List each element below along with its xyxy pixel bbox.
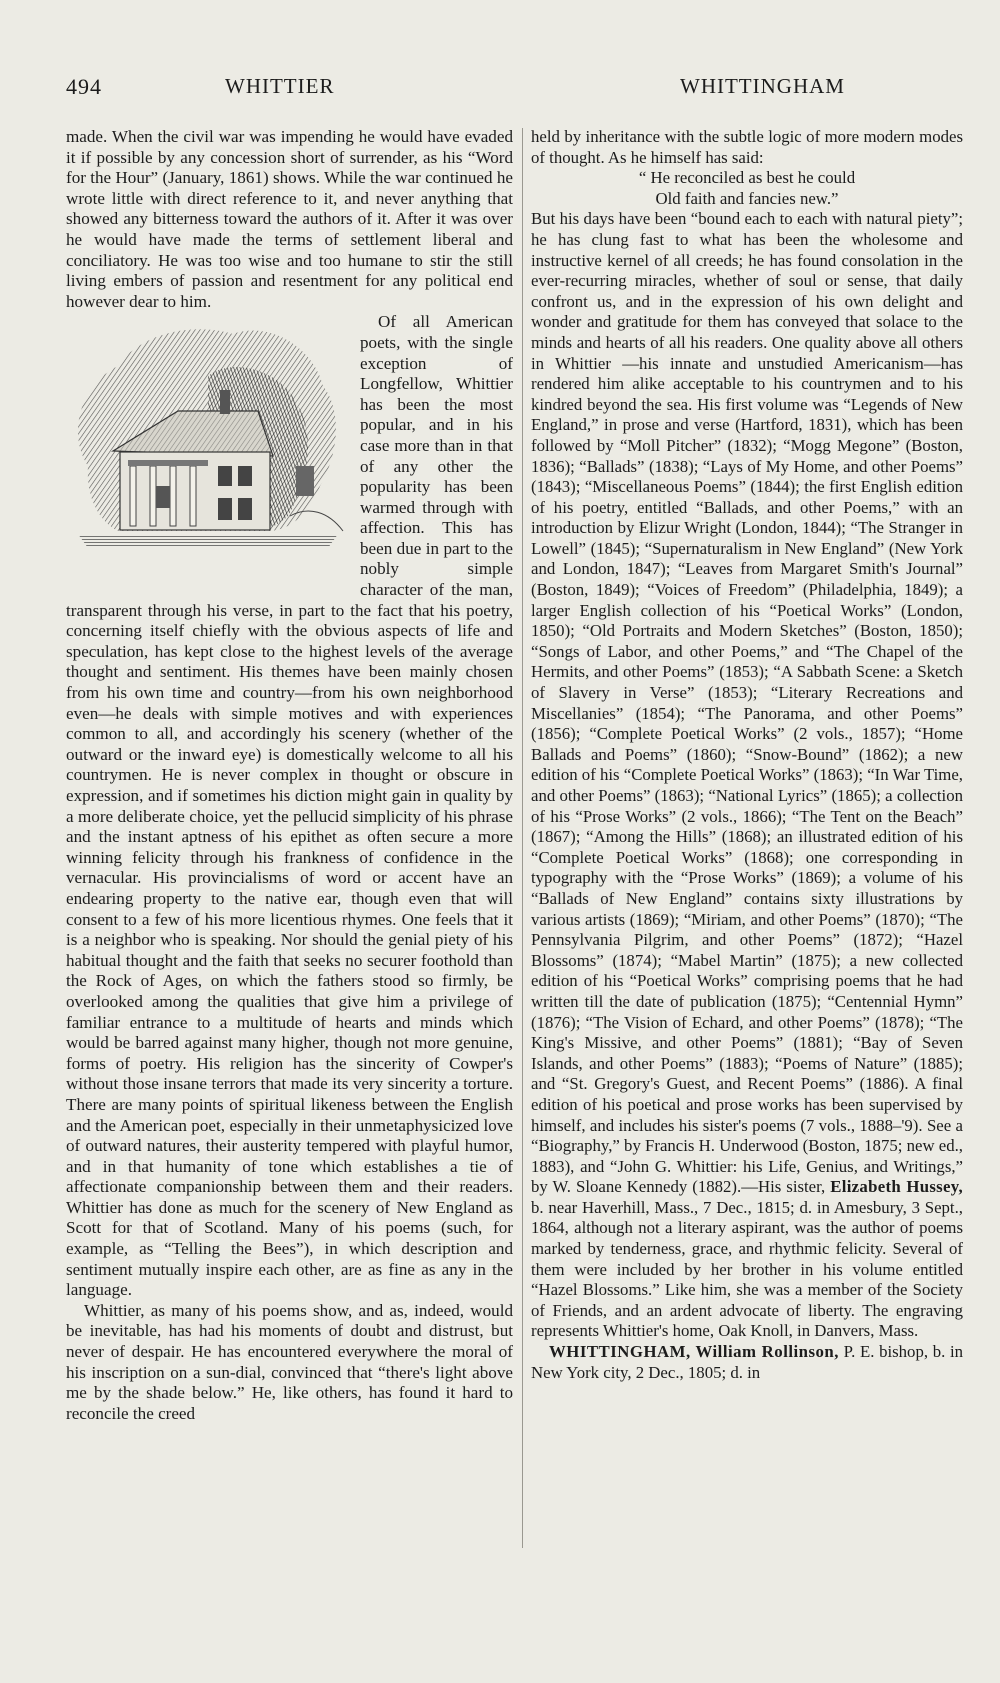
paragraph-inheritance: held by inheritance with the subtle logic of more modern modes of thought. As he himself has said: <box>531 127 963 167</box>
left-running-title: WHITTIER <box>225 74 335 98</box>
running-header <box>0 74 1000 108</box>
paragraph-doubt: Whittier, as many of his poems show, and as, indeed, would be inevitable, has had his moments of doubt and distrust, but never of despair. He has encountered everywhere the moral of his inscription on a sun-dial, convinced that “there's light above me by the shade below.” He, like others, has found it hard to reconcile the creed <box>66 1300 513 1423</box>
entry-headword: WHITTINGHAM, William Rollinson, <box>549 1342 839 1362</box>
house-engraving-image <box>66 316 348 578</box>
paragraph-works <box>531 209 963 1342</box>
paragraph-popularity: Of all American poets, with the single exception of Longfellow, Whittier has been the most popular, and in his case more than in that of any other the popularity has been warmed through with affection. This has been due in part to the nobly simple character of the man, transparent through his verse, in part to the fact that his poetry, concerning itself chiefly with the obvious aspects of life and speculation, has kept close to the highest levels of the average thought and sentiment. His themes have been mainly chosen from his own time and country—from his own neighborhood even—he deals with simple motives and with experiences common to all, and accordingly his scenery (whether of the outward or the inward eye) is domestically welcome to all his countrymen. He is never complex in thought or obscure in expression, and if sometimes his diction might gain in quality by a more deliberate choice, yet the pellucid simplicity of his phrase and the instant aptness of his epithet as often secure a more winning felicity through his frankness of confidence in the vernacular. His provincialisms of word or accent have an endearing property to the native ear, though even that will consent to a few of his more licentious rhymes. One feels that it is a neighbor who is speaking. Nor should the genial piety of his habitual thought and the faith that seeks no securer foothold than the Rock of Ages, on which the fathers stood so firmly, be overlooked among the qualities that give him a privilege of familiar entrance to a multitude of hearts and minds which would be barred against many higher, though not more genuine, forms of poetry. His religion has the sincerity of Cowper's without those insane terrors that made its very sincerity a torture. There are many points of spiritual likeness between the English and the American poet, especially in their unmetaphysicized love of outward natures, their austerity tempered with playful humor, and in that humanity of tone which establishes a tie of affectionate companionship between them and their readers. Whittier has done as much for the scenery of New England as Scott for that of Scotland. Many of his poems (such, for example, as “Telling the Bees”), in which description and sentiment mutually inspire each other, are as fine as any in the language. <box>66 312 513 1300</box>
sister-text: b. near Haverhill, Mass., 7 Dec., 1815; d. in Amesbury, 3 Sept., 1864, although not a literary aspirant, was the author of poems marked by tenderness, grace, and rhythmic felicity. Several of them were included by her brother in his volume entitled “Hazel Blossoms.” Like him, she was a member of the Society of Friends, and an ardent advocate of liberty. The engraving represents Whittier's home, Oak Knoll, in Danvers, Mass. <box>531 1197 963 1341</box>
paragraph-war: made. When the civil war was impending he would have evaded it if possible by any concession short of surrender, as his “Word for the Hour” (January, 1861) shows. While the war continued he wrote little with direct reference to it, and never anything that showed any bitterness toward the authors of it. After it was over he would have made the terms of settlement liberal and conciliatory. He was too wise and too humane to stir the still living embers of passion and resentment for any political end however dear to him. <box>66 127 513 311</box>
right-column <box>531 127 963 1667</box>
left-column <box>66 127 513 1667</box>
entry-whittingham <box>531 1342 963 1383</box>
quote-line-1: “ He reconciled as best he could <box>638 168 856 188</box>
entry-text: P. E. bishop, b. in New York city, 2 Dec., 1805; d. in <box>531 1342 963 1382</box>
column-divider <box>522 128 523 1548</box>
house-engraving <box>66 316 348 578</box>
works-text: But his days have been “bound each to each with natural piety”; he has clung fast to what has been the wholesome and instructive kernel of all creeds; he has found consolation in the ever-recurring miracles, whether of soul or sense, that daily confront us, and in the expression of his own delight and wonder and gratitude for them has conveyed that solace to the minds and hearts of all his readers. One quality above all others in Whittier —his innate and unstudied Americanism—has rendered him alike acceptable to his countrymen and to his kindred beyond the sea. His first volume was “Legends of New England,” in prose and verse (Hartford, 1831), which has been followed by “Moll Pitcher” (1832); “Mogg Megone” (Boston, 1836); “Ballads” (1838); “Lays of My Home, and other Poems” (1843); “Miscellaneous Poems” (1844); the first English edition of his poetry, entitled “Ballads, and other Poems,” with an introduction by Elizur Wright (London, 1844); “The Stranger in Lowell” (1845); “Supernaturalism in New England” (New York and London, 1847); “Leaves from Margaret Smith's Journal” (Boston, 1849); “Voices of Freedom” (Philadelphia, 1849); a larger English collection of his “Poetical Works” (London, 1850); “Old Portraits and Modern Sketches” (Boston, 1850); “Songs of Labor, and other Poems,” and “The Chapel of the Hermits, and other Poems” (1853); “A Sabbath Scene: a Sketch of Slavery in Verse” (1853); “Literary Recreations and Miscellanies” (1854); “The Panorama, and other Poems” (1856); “Complete Poetical Works” (2 vols., 1857); “Home Ballads and Poems” (1860); “Snow-Bound” (1862); a new edition of his “Complete Poetical Works” (1863); “In War Time, and other Poems” (1863); “National Lyrics” (1865); a collection of his “Prose Works” (2 vols., 1866); “The Tent on the Beach” (1867); “Among the Hills” (1868); an illustrated edition of his “Complete Poetical Works” (1868); one corresponding in typography with the “Prose Works” (1869); a volume of his “Ballads of New England” contains sixty illustrations by various artists (1869); “Miriam, and other Poems” (1870); “The Pennsylvania Pilgrim, and other Poems” (1872); “Hazel Blossoms” (1874); “Mabel Martin” (1875); a new collected edition of his “Poetical Works” comprising poems that he had written till the date of publication (1875); “Centennial Hymn” (1876); “The Vision of Echard, and other Poems” (1878); “The King's Missive, and other Poems” (1881); “Bay of Seven Islands, and other Poems” (1883); “Poems of Nature” (1885); and “St. Gregory's Guest, and Recent Poems” (1886). A final edition of his poetical and prose works has been supervised by himself, and includes his sister's poems (7 vols., 1888–'9). See a “Biography,” by Francis H. Underwood (Boston, 1875; new ed., 1883), and “John G. Whittier: his Life, Genius, and Writings,” by W. Sloane Kennedy (1882).—His sister, <box>531 209 963 1197</box>
sister-name: Elizabeth Hussey, <box>830 1177 963 1197</box>
quote-line-2: Old faith and fancies new.” <box>655 188 839 208</box>
right-running-title: WHITTINGHAM <box>680 74 845 98</box>
page-number: 494 <box>66 74 102 99</box>
